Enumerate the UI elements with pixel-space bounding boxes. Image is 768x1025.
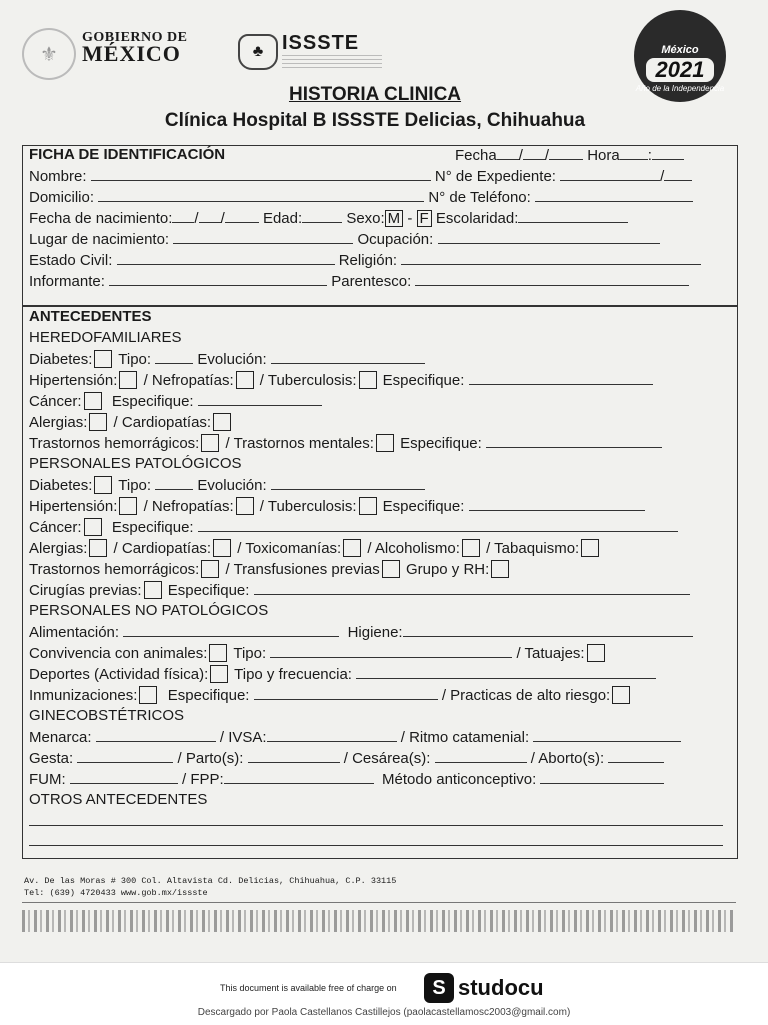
deportes-checkbox[interactable] (210, 665, 228, 683)
menarca-label: Menarca: (29, 729, 92, 746)
sexo-f-box[interactable]: F (417, 210, 432, 227)
hf-evolucion-label: Evolución: (197, 351, 267, 368)
domicilio-row (29, 188, 693, 207)
hf-alergias-row (29, 413, 233, 432)
gineco-heading-row (29, 707, 184, 725)
hf-especifique1-label: Especifique: (382, 372, 465, 389)
pp-hipertension-checkbox[interactable] (119, 497, 137, 515)
ficha-heading: FICHA DE IDENTIFICACIÓN (29, 146, 226, 163)
deportes-label: Deportes (Actividad física): (29, 666, 209, 683)
pp-cancer-checkbox[interactable] (84, 518, 102, 536)
gesta-label: Gesta: (29, 750, 74, 767)
pp-tipo-label: Tipo: (118, 477, 152, 494)
fum-label: FUM: (29, 771, 66, 788)
escolaridad-label: Escolaridad: (435, 210, 519, 227)
fecha-day-field[interactable] (497, 146, 519, 160)
hf-cancer-row (29, 392, 322, 411)
pp-alcohol-label: / Alcoholismo: (367, 540, 460, 557)
pp-grupo-checkbox[interactable] (491, 560, 509, 578)
pp-tabaquismo-label: / Tabaquismo: (486, 540, 580, 557)
pp-cirugias-checkbox[interactable] (144, 581, 162, 599)
pp-tuberc-label: / Tuberculosis: (259, 498, 357, 515)
issste-small-text-graphic (282, 55, 382, 69)
hf-tipo-label: Tipo: (118, 351, 152, 368)
issste-logo: ISSSTE (282, 32, 360, 54)
hf-cardio-checkbox[interactable] (213, 413, 231, 431)
pp-diabetes-row (29, 476, 425, 495)
informante-row (29, 272, 689, 291)
nacimiento-year-field[interactable] (225, 209, 259, 223)
partos-field[interactable] (248, 749, 340, 763)
hf-nefro-label: / Nefropatías: (143, 372, 234, 389)
hora-label: Hora (587, 147, 620, 164)
edad-label: Edad: (262, 210, 303, 227)
otros-line-1 (29, 812, 723, 831)
badge-year: 2021 (646, 58, 714, 82)
inmunizaciones-label: Inmunizaciones: (29, 687, 138, 704)
pp-diabetes-checkbox[interactable] (94, 476, 112, 494)
ritmo-field[interactable] (533, 728, 681, 742)
fpp-field[interactable] (224, 770, 374, 784)
pp-especifique1-label: Especifique: (382, 498, 465, 515)
issste-emblem-icon: ♣ (238, 34, 278, 70)
civil-row (29, 251, 701, 270)
otros-heading-row (29, 791, 207, 809)
nombre-label: Nombre: (29, 168, 87, 185)
studocu-logo-icon[interactable]: S (424, 973, 454, 1003)
pp-tuberc-checkbox[interactable] (359, 497, 377, 515)
ritmo-label: / Ritmo catamenial: (400, 729, 530, 746)
pp-cirugias-label: Cirugías previas: (29, 582, 142, 599)
pp-transfusiones-label: / Transfusiones previas (225, 561, 380, 578)
hf-cardio-label: / Cardiopatías: (113, 414, 212, 431)
badge-sub: Año de la Independencia (635, 84, 725, 93)
studocu-banner (0, 962, 768, 1025)
domicilio-field[interactable] (98, 188, 424, 202)
page-title: HISTORIA CLINICA (288, 84, 462, 105)
nacimiento-month-field[interactable] (199, 209, 221, 223)
pp-evolucion-label: Evolución: (197, 477, 267, 494)
riesgo-checkbox[interactable] (612, 686, 630, 704)
pp-hemor-row (29, 560, 511, 579)
ficha-section (22, 145, 738, 307)
gesta-field[interactable] (77, 749, 173, 763)
pp-heading-row (29, 455, 242, 473)
tatuajes-label: / Tatuajes: (516, 645, 585, 662)
partos-label: / Parto(s): (177, 750, 244, 767)
antecedentes-section (22, 305, 738, 859)
pp-hemor-checkbox[interactable] (201, 560, 219, 578)
gineco-heading: GINECOBSTÉTRICOS (29, 707, 185, 724)
nacimiento-day-field[interactable] (172, 209, 194, 223)
hf-hemor-row (29, 434, 662, 453)
convivencia-tipo-label: Tipo: (233, 645, 267, 662)
inmunizaciones-checkbox[interactable] (139, 686, 157, 704)
pnp-deportes-row (29, 665, 656, 684)
aborto-label: / Aborto(s): (530, 750, 605, 767)
footer-divider (22, 902, 736, 903)
domicilio-label: Domicilio: (29, 189, 95, 206)
hf-especifique3-field[interactable] (486, 434, 662, 448)
fecha-hora-row: Fecha / / Hora : (455, 146, 684, 165)
pp-diabetes-label: Diabetes: (29, 477, 93, 494)
religion-label: Religión: (338, 252, 398, 269)
lugar-field[interactable] (173, 230, 353, 244)
alimentacion-label: Alimentación: (29, 624, 120, 641)
ocupacion-label: Ocupación: (357, 231, 434, 248)
hf-especifique2-label: Especifique: (111, 393, 194, 410)
hf-cancer-checkbox[interactable] (84, 392, 102, 410)
gobierno-logo (82, 30, 188, 66)
gineco-menarca-row (29, 728, 681, 747)
footer-address (24, 875, 396, 899)
pp-hipertension-row (29, 497, 645, 516)
fecha-month-field[interactable] (523, 146, 545, 160)
telefono-label: N° de Teléfono: (428, 189, 531, 206)
hf-tuberc-label: / Tuberculosis: (259, 372, 357, 389)
civil-label: Estado Civil: (29, 252, 113, 269)
pp-especifique1-field[interactable] (469, 497, 645, 511)
religion-field[interactable] (401, 251, 701, 265)
downloaded-by-text: Descargado por Paola Castellanos Castillejos (paolacastellamosc2003@gmail.com) (197, 1007, 571, 1018)
hf-evolucion-field[interactable] (271, 350, 425, 364)
hf-hemor-label: Trastornos hemorrágicos: (29, 435, 200, 452)
convivencia-checkbox[interactable] (209, 644, 227, 662)
fum-field[interactable] (70, 770, 178, 784)
heredofamiliares-heading: HEREDOFAMILIARES (29, 329, 182, 346)
sexo-m-box[interactable]: M (385, 210, 404, 227)
higiene-field[interactable] (403, 623, 693, 637)
pp-cardio-label: / Cardiopatías: (113, 540, 212, 557)
hf-especifique2-field[interactable] (198, 392, 322, 406)
inmunizaciones-especifique-field[interactable] (254, 686, 438, 700)
pnp-convivencia-row (29, 644, 607, 663)
telefono-field[interactable] (535, 188, 693, 202)
pp-tabaquismo-checkbox[interactable] (581, 539, 599, 557)
metodo-label: Método anticonceptivo: (382, 771, 537, 788)
expediente-label: N° de Expediente: (434, 168, 556, 185)
sexo-label: Sexo: (346, 210, 385, 227)
pp-grupo-label: Grupo y RH: (405, 561, 490, 578)
pnp-alimentacion-row (29, 623, 693, 642)
gob-line2: MÉXICO (82, 41, 181, 66)
pp-alergias-label: Alergias: (29, 540, 88, 557)
pp-alcohol-checkbox[interactable] (462, 539, 480, 557)
pnp-heading-row (29, 602, 268, 620)
ant-heading-row (29, 308, 152, 326)
tipo-frec-label: Tipo y frecuencia: (234, 666, 352, 683)
pp-cancer-label: Cáncer: (29, 519, 82, 536)
otros-field-1[interactable] (29, 812, 723, 826)
convivencia-label: Convivencia con animales: (29, 645, 208, 662)
inmunizaciones-especifique-label: Especifique: (167, 687, 250, 704)
alimentacion-field[interactable] (123, 623, 339, 637)
nacimiento-row: Fecha de nacimiento: / / Edad: Sexo: M - F Escolaridad: (29, 209, 628, 228)
hf-alergias-label: Alergias: (29, 414, 88, 431)
mexico-seal-icon: ⚜ (22, 28, 76, 80)
ocupacion-field[interactable] (438, 230, 660, 244)
escolaridad-field[interactable] (518, 209, 628, 223)
hf-diabetes-label: Diabetes: (29, 351, 93, 368)
otros-heading: OTROS ANTECEDENTES (29, 791, 208, 808)
hf-tuberc-checkbox[interactable] (359, 371, 377, 389)
riesgo-label: / Practicas de alto riesgo: (441, 687, 611, 704)
antecedentes-heading: ANTECEDENTES (29, 308, 152, 325)
higiene-label: Higiene: (347, 624, 403, 641)
heredo-heading-row (29, 329, 182, 347)
metodo-field[interactable] (540, 770, 664, 784)
edad-field[interactable] (302, 209, 342, 223)
hf-nefro-checkbox[interactable] (236, 371, 254, 389)
expediente-field[interactable] (560, 167, 660, 181)
menarca-field[interactable] (96, 728, 216, 742)
informante-field[interactable] (109, 272, 327, 286)
gob-line1: GOBIERNO DE (82, 30, 188, 45)
lugar-label: Lugar de nacimiento: (29, 231, 170, 248)
pp-cancer-row (29, 518, 678, 537)
hf-hipertension-checkbox[interactable] (119, 371, 137, 389)
decorative-border-strip (22, 910, 736, 932)
pp-transfusiones-checkbox[interactable] (382, 560, 400, 578)
pp-especifique2-field[interactable] (198, 518, 678, 532)
hf-diabetes-row (29, 350, 425, 369)
hf-hipertension-label: Hipertensión: (29, 372, 118, 389)
page-subtitle: Clínica Hospital B ISSSTE Delicias, Chihuahua (164, 110, 586, 131)
pnp-inmunizaciones-row (29, 686, 632, 705)
phone-web-line: Tel: (639) 4720433 www.gob.mx/issste (24, 888, 208, 898)
hf-especifique3-label: Especifique: (400, 435, 482, 452)
hf-hemor-checkbox[interactable] (201, 434, 219, 452)
cesarea-field[interactable] (435, 749, 527, 763)
no-patologicos-heading: PERSONALES NO PATOLÓGICOS (29, 602, 269, 619)
fecha-year-field[interactable] (549, 146, 583, 160)
hora-hour-field[interactable] (620, 146, 648, 160)
pp-hipertension-label: Hipertensión: (29, 498, 118, 515)
cesarea-label: / Cesárea(s): (343, 750, 431, 767)
nombre-row: Nombre: N° de Expediente: / (29, 167, 692, 186)
pp-alergias-checkbox[interactable] (89, 539, 107, 557)
civil-field[interactable] (117, 251, 335, 265)
gineco-fum-row (29, 770, 664, 789)
pp-toxico-checkbox[interactable] (343, 539, 361, 557)
pp-evolucion-field[interactable] (271, 476, 425, 490)
patologicos-heading: PERSONALES PATOLÓGICOS (29, 455, 242, 472)
parentesco-label: Parentesco: (331, 273, 412, 290)
hora-min-field[interactable] (652, 146, 684, 160)
hf-alergias-checkbox[interactable] (89, 413, 107, 431)
fpp-label: / FPP: (182, 771, 224, 788)
ivsa-label: / IVSA: (219, 729, 267, 746)
pp-hemor-label: Trastornos hemorrágicos: (29, 561, 200, 578)
hf-cancer-label: Cáncer: (29, 393, 82, 410)
convivencia-tipo-field[interactable] (270, 644, 512, 658)
pp-especifique3-label: Especifique: (167, 582, 250, 599)
pp-toxico-label: / Toxicomanías: (237, 540, 342, 557)
pp-cardio-checkbox[interactable] (213, 539, 231, 557)
tipo-frec-field[interactable] (356, 665, 656, 679)
hf-mentales-checkbox[interactable] (376, 434, 394, 452)
tatuajes-checkbox[interactable] (587, 644, 605, 662)
gineco-gesta-row (29, 749, 664, 768)
hf-mentales-label: / Trastornos mentales: (225, 435, 374, 452)
expediente-suffix-field[interactable] (664, 167, 692, 181)
address-line: Av. De las Moras # 300 Col. Altavista Cd. Delicias, Chihuahua, C.P. 33115 (24, 876, 397, 886)
pp-nefro-label: / Nefropatías: (143, 498, 234, 515)
pp-nefro-checkbox[interactable] (236, 497, 254, 515)
nombre-field[interactable] (91, 167, 431, 181)
hf-diabetes-checkbox[interactable] (94, 350, 112, 368)
otros-line-2 (29, 832, 723, 851)
pp-especifique2-label: Especifique: (111, 519, 194, 536)
pp-tipo-field[interactable] (155, 476, 193, 490)
fecha-label: Fecha (455, 147, 497, 164)
hf-hipertension-row (29, 371, 653, 390)
otros-field-2[interactable] (29, 832, 723, 846)
hf-especifique1-field[interactable] (469, 371, 653, 385)
badge-top: México (661, 44, 699, 56)
pp-cirugias-row (29, 581, 690, 600)
parentesco-field[interactable] (415, 272, 689, 286)
ivsa-field[interactable] (267, 728, 397, 742)
pp-especifique3-field[interactable] (254, 581, 690, 595)
lugar-row (29, 230, 660, 249)
pp-alergias-row (29, 539, 601, 558)
informante-label: Informante: (29, 273, 105, 290)
hf-tipo-field[interactable] (155, 350, 193, 364)
ficha-row-1 (29, 146, 225, 164)
studocu-available-text: This document is available free of charge on (220, 983, 397, 993)
studocu-logo-text[interactable]: studocu (458, 975, 544, 1000)
nacimiento-label: Fecha de nacimiento: (29, 210, 173, 227)
aborto-field[interactable] (608, 749, 664, 763)
